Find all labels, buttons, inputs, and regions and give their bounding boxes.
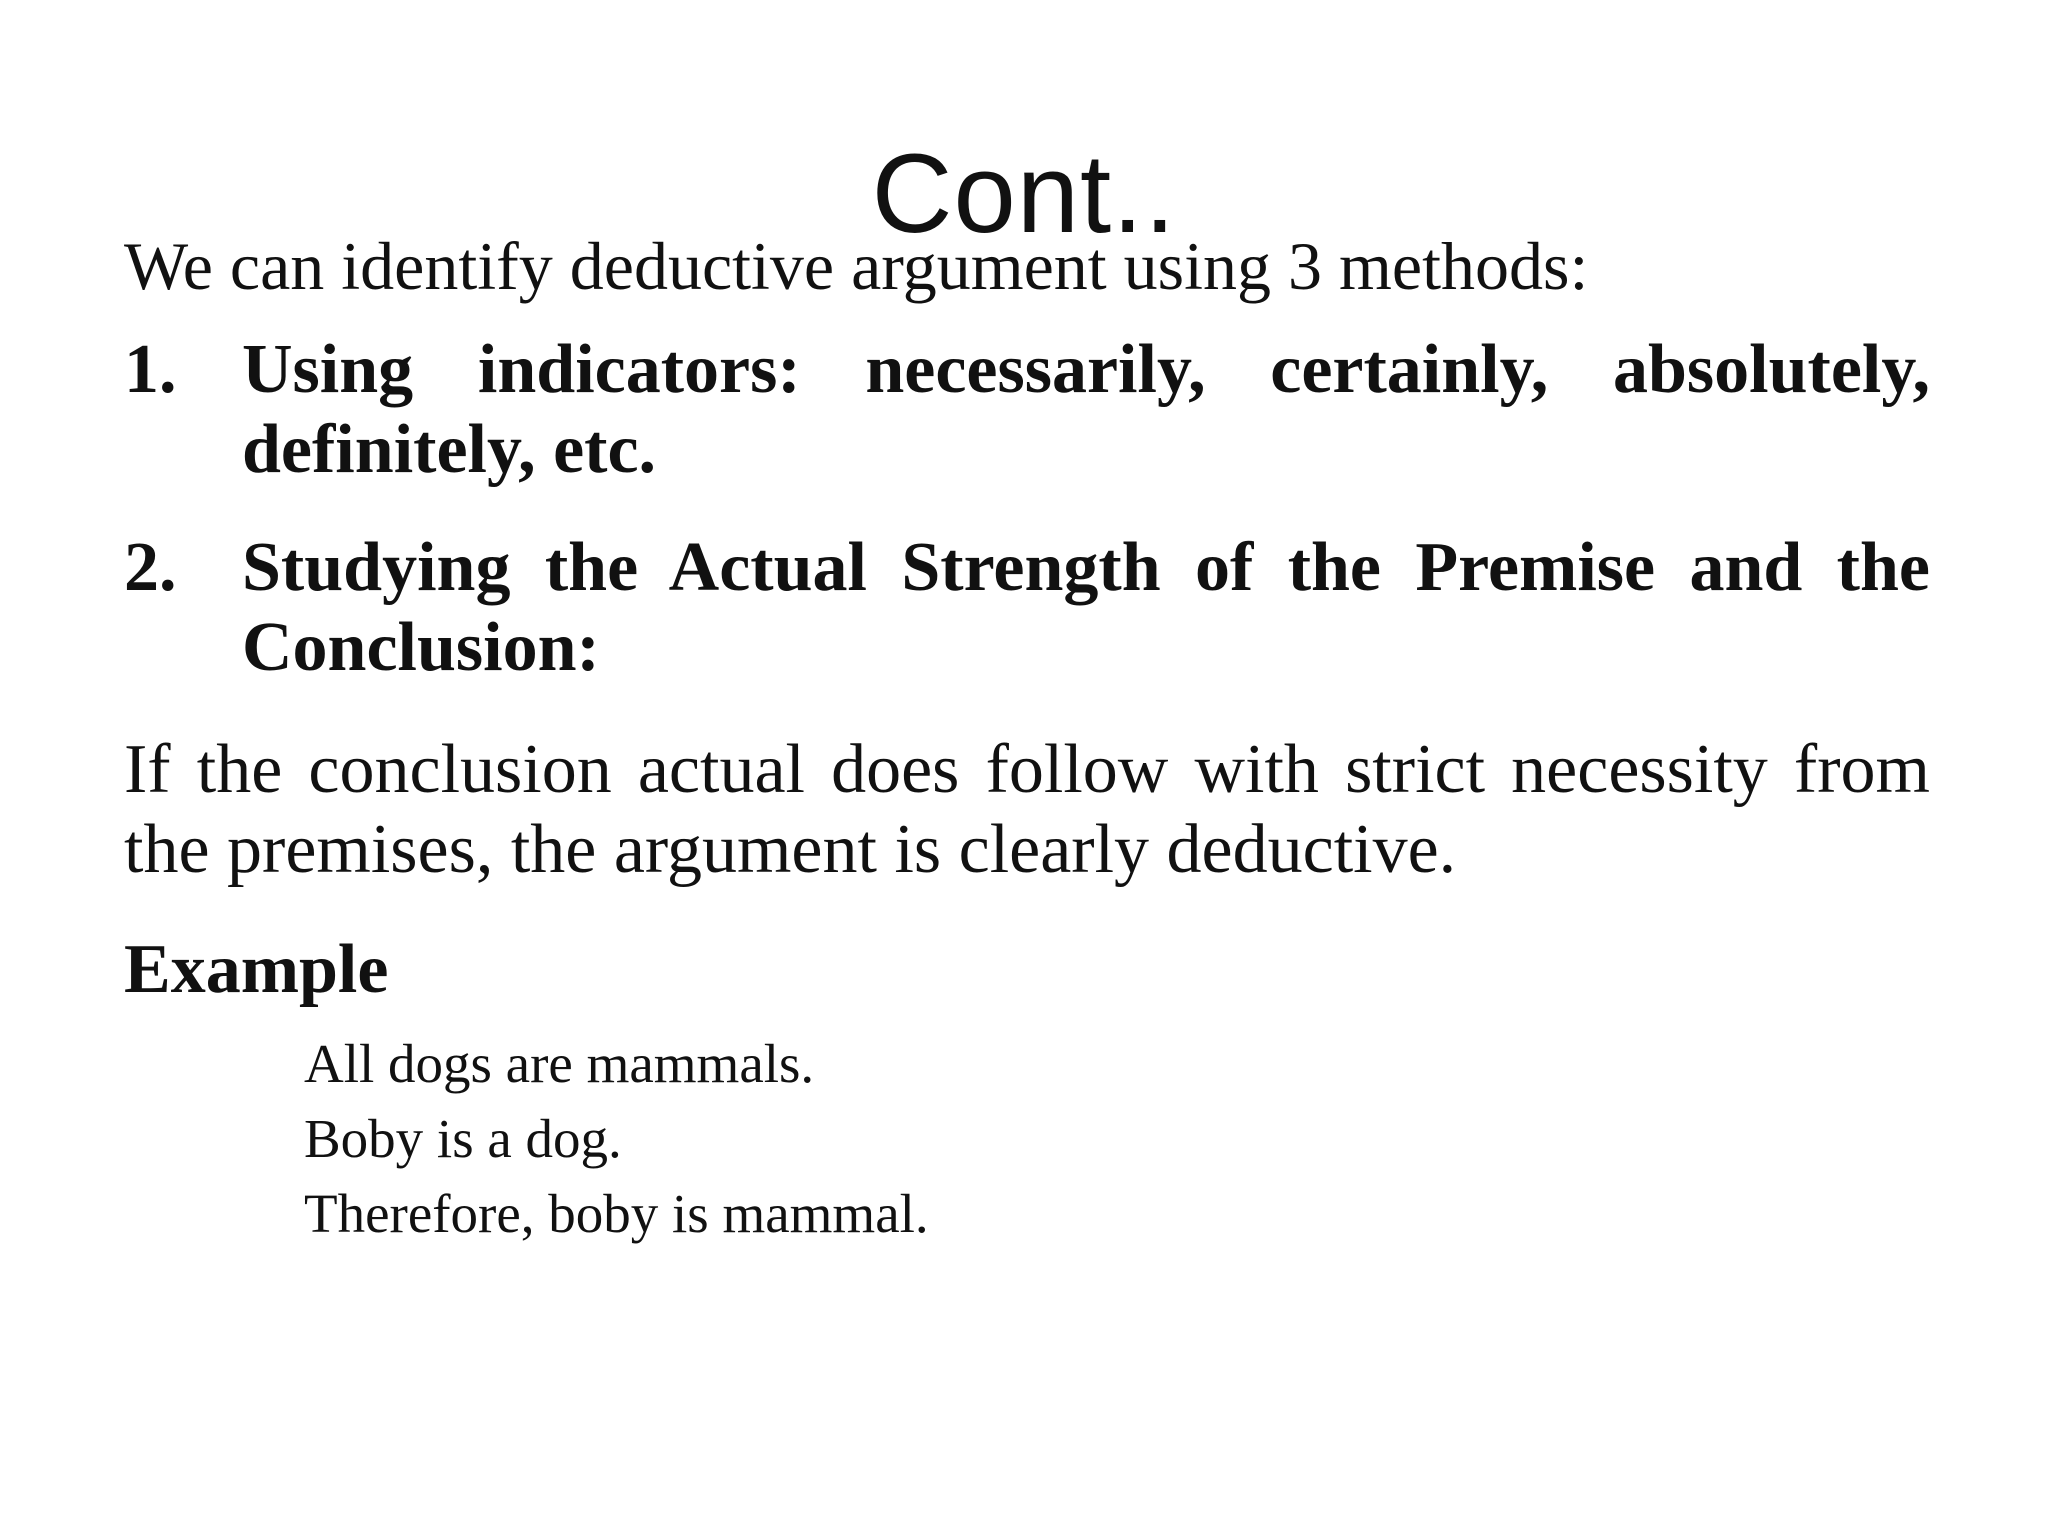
example-line-1: All dogs are mammals. bbox=[304, 1033, 815, 1094]
method-text-2: Studying the Actual Strength of the Premise and the Conclusion: bbox=[242, 529, 1930, 686]
method-number-1: 1. bbox=[124, 331, 177, 408]
method-item-1 bbox=[124, 330, 1930, 490]
explanation-paragraph: If the conclusion actual does follow with strict necessity from the premises, the argument is clearly deductive. bbox=[124, 731, 1930, 888]
example-line-2: Boby is a dog. bbox=[304, 1108, 622, 1169]
example-heading: Example bbox=[124, 931, 389, 1008]
method-text-1: Using indicators: necessarily, certainly, absolutely, definitely, etc. bbox=[242, 331, 1930, 488]
example-syllogism bbox=[304, 1026, 1930, 1251]
slide-body bbox=[124, 228, 1930, 1251]
method-item-2 bbox=[124, 528, 1930, 688]
method-number-2: 2. bbox=[124, 529, 177, 606]
slide-title: Cont.. bbox=[871, 131, 1177, 256]
example-line-3: Therefore, boby is mammal. bbox=[304, 1183, 929, 1244]
intro-text: We can identify deductive argument using 3 methods: bbox=[124, 228, 1589, 304]
